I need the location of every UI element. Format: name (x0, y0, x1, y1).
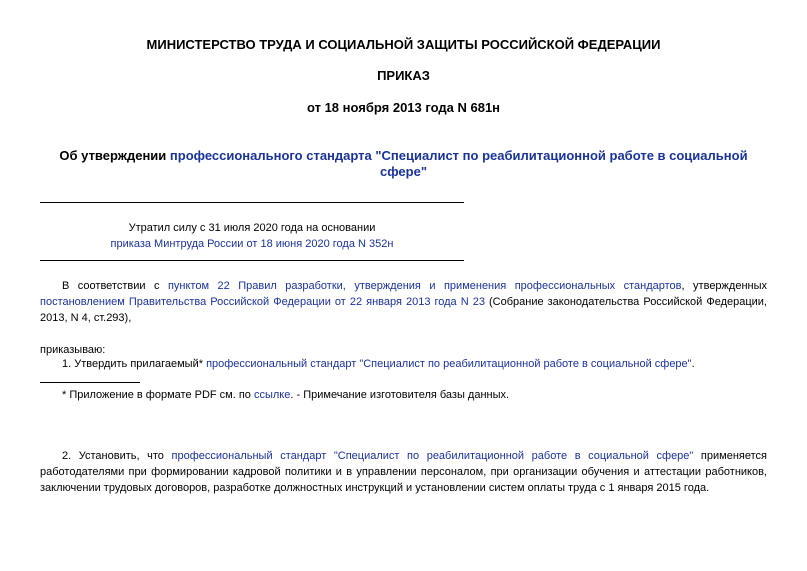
item-2-paragraph (40, 448, 767, 496)
footnote-paragraph (62, 387, 767, 403)
item-1-text-start: 1. Утвердить прилагаемый* (62, 358, 207, 370)
doc-type-heading: ПРИКАЗ (377, 68, 430, 83)
status-bottom-divider (40, 260, 464, 261)
footnote-pdf-link[interactable]: ссылке (253, 389, 291, 401)
preamble-text-start: В соответствии с (62, 280, 168, 292)
preamble-text-mid: , утвержденных (681, 280, 768, 292)
preamble-paragraph (40, 278, 767, 326)
footnote-text-start: * Приложение в формате PDF см. по (62, 389, 254, 401)
preamble-text-end: (Собрание законодательства Российской Федерации, 2013, N 4, ст.293), (40, 296, 767, 324)
title-standard-link[interactable]: профессионального стандарта "Специалист по реабилитационной работе в социальной сфере" (169, 148, 748, 179)
status-top-divider (40, 202, 464, 203)
footnote-divider (40, 382, 140, 383)
item-1-standard-link[interactable]: профессиональный стандарт "Специалист по реабилитационной работе в социальной сфере" (206, 358, 692, 370)
item-1-text-end: . (691, 358, 695, 370)
item-1-paragraph (62, 356, 767, 372)
repeal-order-link[interactable]: приказа Минтруда России от 18 июня 2020 года N 352н (110, 238, 394, 250)
item-2-text-end: применяется работодателями при формировании кадровой политики и в управлении персоналом, при организации обучения и аттестации работников, заключении трудовых договоров, разработке должностных инструкций и установлении систем оплаты труда с 1 января 2015 года. (40, 450, 767, 494)
footnote-text-end: . - Примечание изготовителя базы данных. (290, 389, 510, 401)
status-line-2 (40, 236, 464, 252)
rules-point-22-link[interactable]: пунктом 22 Правил разработки, утверждения и применения профессиональных стандартов (167, 280, 682, 292)
title-prefix: Об утверждении (59, 148, 170, 163)
order-word: приказываю: (40, 344, 106, 356)
status-line-1: Утратил силу с 31 июля 2020 года на основании (128, 222, 376, 234)
ministry-heading: МИНИСТЕРСТВО ТРУДА И СОЦИАЛЬНОЙ ЗАЩИТЫ РОССИЙСКОЙ ФЕДЕРАЦИИ (146, 37, 661, 52)
document-title (40, 148, 767, 180)
item-2-text-start: 2. Установить, что (62, 450, 172, 462)
doc-date-number: от 18 ноября 2013 года N 681н (306, 100, 501, 115)
government-resolution-link[interactable]: постановлением Правительства Российской Федерации от 22 января 2013 года N 23 (40, 296, 485, 308)
item-2-standard-link[interactable]: профессиональный стандарт "Специалист по реабилитационной работе в социальной сфере" (171, 450, 694, 462)
